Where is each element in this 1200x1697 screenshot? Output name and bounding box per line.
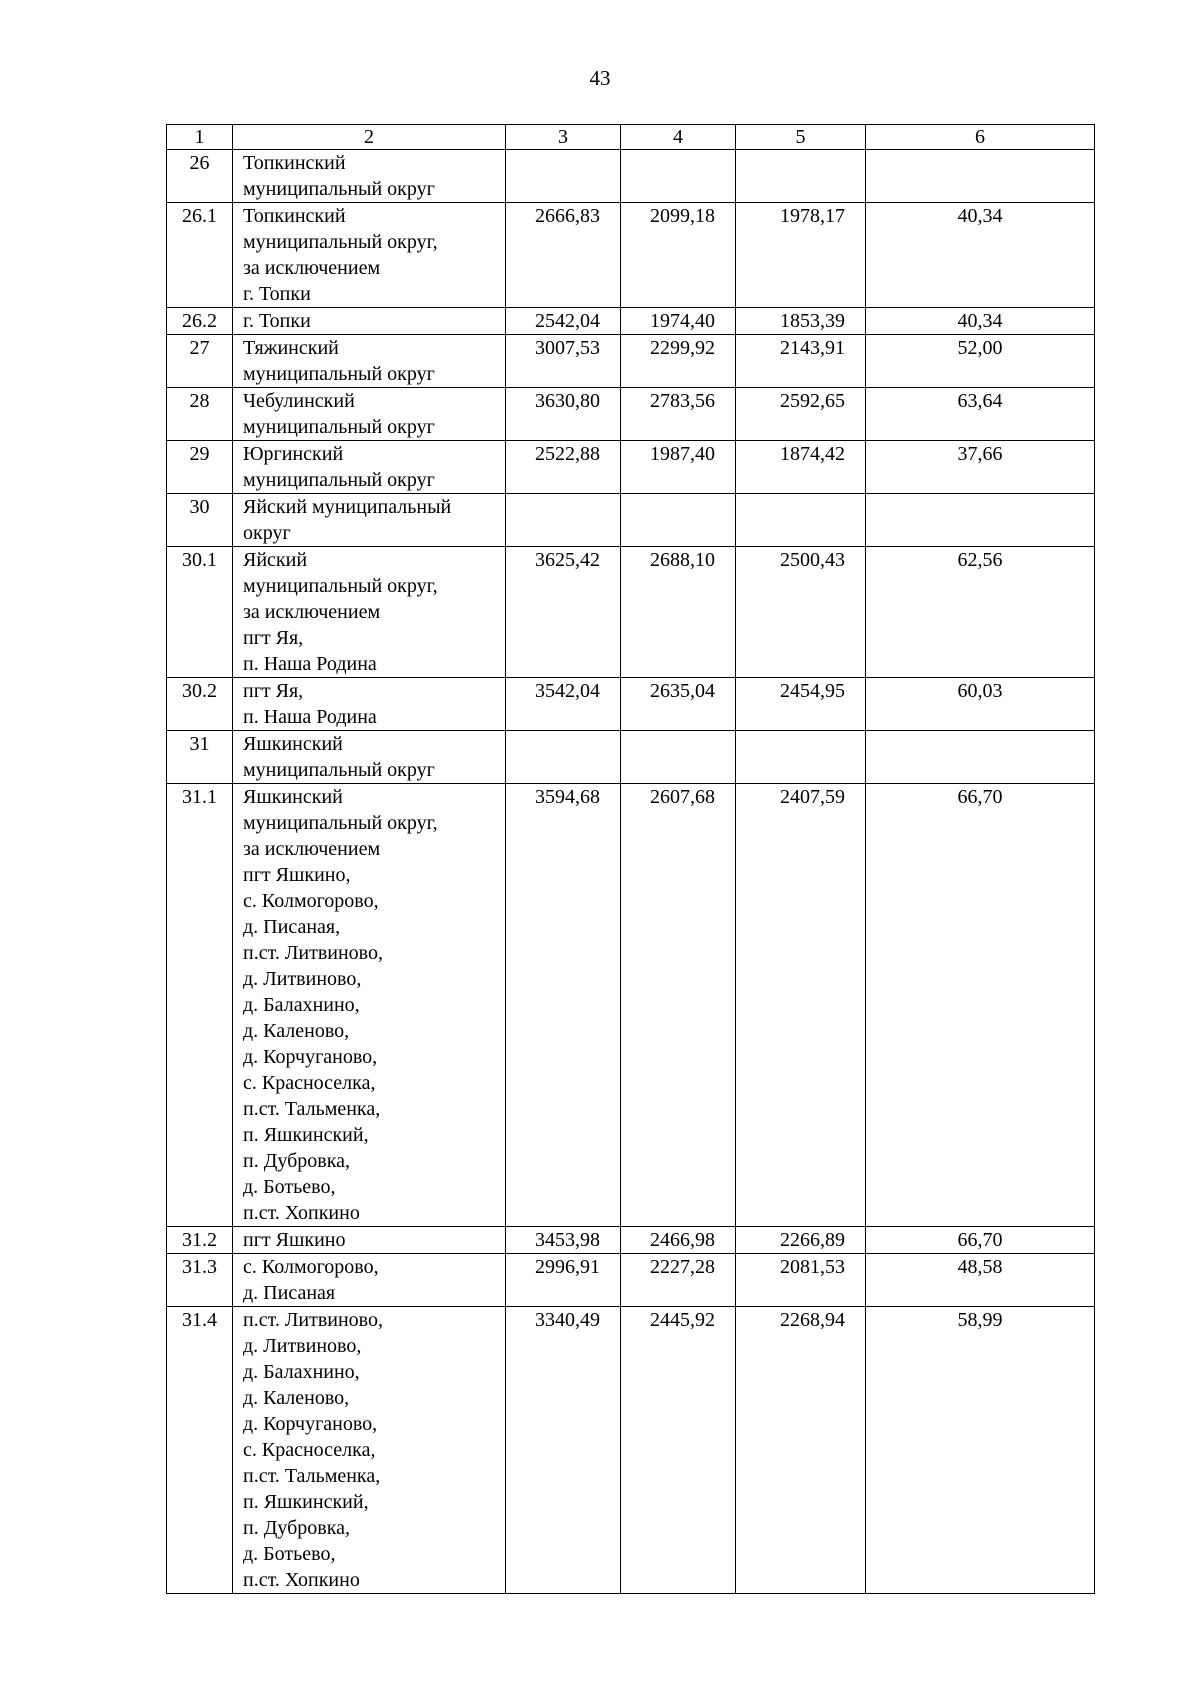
- territory-name-cell: [233, 308, 506, 335]
- value-cell-col4: 2635,04: [621, 678, 736, 731]
- row-number-cell: 30: [167, 494, 233, 547]
- territory-name-line: пгт Яя,: [243, 680, 304, 702]
- value-cell-col3: 2996,91: [506, 1254, 621, 1307]
- territory-name-line: п. Наша Родина: [243, 706, 377, 728]
- table-header-row: [167, 125, 1095, 150]
- territory-name-cell: [233, 335, 506, 388]
- value-cell-col4: 2466,98: [621, 1227, 736, 1254]
- territory-name-line: д. Корчуганово,: [243, 1413, 378, 1435]
- value-cell-col3: 3542,04: [506, 678, 621, 731]
- value-cell-col3: 3007,53: [506, 335, 621, 388]
- territory-name-line: с. Красноселка,: [243, 1072, 376, 1094]
- table-row: [167, 308, 1095, 335]
- header-cell: 3: [506, 125, 621, 150]
- row-number-cell: 28: [167, 388, 233, 441]
- territory-name-line: д. Литвиново,: [243, 1335, 362, 1357]
- table-row: [167, 150, 1095, 203]
- row-number-cell: 26.2: [167, 308, 233, 335]
- value-cell-col5: [736, 731, 866, 784]
- value-cell-col6: 62,56: [866, 547, 1095, 678]
- row-number-cell: 27: [167, 335, 233, 388]
- header-cell: 4: [621, 125, 736, 150]
- value-cell-col5: 2143,91: [736, 335, 866, 388]
- territory-name-line: с. Колмогорово,: [243, 1256, 379, 1278]
- value-cell-col6: 40,34: [866, 308, 1095, 335]
- territory-name-line: п.ст. Литвиново,: [243, 1309, 383, 1331]
- header-cell: 1: [167, 125, 233, 150]
- header-cell: 2: [233, 125, 506, 150]
- table-row: [167, 494, 1095, 547]
- row-number-cell: 31.2: [167, 1227, 233, 1254]
- value-cell-col4: 2299,92: [621, 335, 736, 388]
- territory-name-line: Топкинский: [243, 152, 346, 174]
- value-cell-col3: 3625,42: [506, 547, 621, 678]
- territory-name-cell: [233, 494, 506, 547]
- territory-name-line: д. Корчуганово,: [243, 1046, 378, 1068]
- territory-name-line: д. Ботьево,: [243, 1543, 336, 1565]
- territory-name-line: с. Колмогорово,: [243, 890, 379, 912]
- territory-name-line: Яйский: [243, 549, 308, 571]
- territory-name-line: п. Яшкинский,: [243, 1491, 369, 1513]
- territory-name-line: с. Красноселка,: [243, 1439, 376, 1461]
- territory-name-cell: [233, 1307, 506, 1594]
- territory-name-line: г. Топки: [243, 310, 311, 332]
- value-cell-col6: 66,70: [866, 1227, 1095, 1254]
- territory-name-line: п. Наша Родина: [243, 653, 377, 675]
- territory-name-line: д. Балахнино,: [243, 994, 360, 1016]
- territory-name-cell: [233, 547, 506, 678]
- value-cell-col6: 37,66: [866, 441, 1095, 494]
- table-row: [167, 731, 1095, 784]
- value-cell-col5: 1853,39: [736, 308, 866, 335]
- value-cell-col6: [866, 494, 1095, 547]
- value-cell-col3: 2542,04: [506, 308, 621, 335]
- value-cell-col3: 3340,49: [506, 1307, 621, 1594]
- territory-name-cell: [233, 1254, 506, 1307]
- territory-name-line: д. Каленово,: [243, 1387, 350, 1409]
- table-row: [167, 547, 1095, 678]
- page-number: 43: [589, 66, 611, 90]
- value-cell-col5: 2500,43: [736, 547, 866, 678]
- header-cell: 6: [866, 125, 1095, 150]
- value-cell-col3: 3594,68: [506, 784, 621, 1227]
- territory-name-line: муниципальный округ: [243, 469, 435, 491]
- row-number-cell: 31.4: [167, 1307, 233, 1594]
- territory-name-cell: [233, 150, 506, 203]
- territory-name-line: п. Яшкинский,: [243, 1124, 369, 1146]
- value-cell-col3: 3630,80: [506, 388, 621, 441]
- territory-name-line: п.ст. Хопкино: [243, 1569, 360, 1591]
- territory-name-cell: [233, 784, 506, 1227]
- territory-name-line: за исключением: [243, 257, 381, 279]
- value-cell-col3: [506, 494, 621, 547]
- territory-name-line: муниципальный округ: [243, 363, 435, 385]
- value-cell-col5: [736, 494, 866, 547]
- value-cell-col5: 2081,53: [736, 1254, 866, 1307]
- table-row: [167, 441, 1095, 494]
- value-cell-col6: [866, 731, 1095, 784]
- territory-name-line: муниципальный округ: [243, 178, 435, 200]
- row-number-cell: 30.1: [167, 547, 233, 678]
- territory-name-line: п.ст. Тальменка,: [243, 1465, 381, 1487]
- territory-name-line: муниципальный округ,: [243, 575, 438, 597]
- territory-name-cell: [233, 731, 506, 784]
- territory-name-cell: [233, 678, 506, 731]
- value-cell-col6: [866, 150, 1095, 203]
- row-number-cell: 31: [167, 731, 233, 784]
- territory-name-line: Яшкинский: [243, 733, 343, 755]
- table-row: [167, 1307, 1095, 1594]
- value-cell-col4: 2445,92: [621, 1307, 736, 1594]
- territory-name-line: п. Дубровка,: [243, 1517, 350, 1539]
- territory-name-line: Яйский муниципальный: [243, 496, 452, 518]
- value-cell-col5: 2268,94: [736, 1307, 866, 1594]
- row-number-cell: 26: [167, 150, 233, 203]
- territory-name-line: муниципальный округ: [243, 759, 435, 781]
- value-cell-col5: 2266,89: [736, 1227, 866, 1254]
- value-cell-col5: 1978,17: [736, 203, 866, 308]
- tariff-table: [166, 124, 1095, 1594]
- row-number-cell: 31.3: [167, 1254, 233, 1307]
- territory-name-line: д. Литвиново,: [243, 968, 362, 990]
- territory-name-line: д. Ботьево,: [243, 1176, 336, 1198]
- territory-name-line: муниципальный округ,: [243, 812, 438, 834]
- row-number-cell: 26.1: [167, 203, 233, 308]
- territory-name-line: Тяжинский: [243, 337, 339, 359]
- territory-name-line: д. Писаная: [243, 1282, 336, 1304]
- value-cell-col5: 2407,59: [736, 784, 866, 1227]
- territory-name-line: муниципальный округ,: [243, 231, 438, 253]
- territory-name-line: д. Каленово,: [243, 1020, 350, 1042]
- value-cell-col5: 2454,95: [736, 678, 866, 731]
- table-row: [167, 388, 1095, 441]
- header-cell: 5: [736, 125, 866, 150]
- territory-name-line: округ: [243, 522, 291, 544]
- value-cell-col3: [506, 150, 621, 203]
- value-cell-col6: 63,64: [866, 388, 1095, 441]
- value-cell-col4: 1987,40: [621, 441, 736, 494]
- value-cell-col4: [621, 731, 736, 784]
- territory-name-line: д. Писаная,: [243, 916, 341, 938]
- value-cell-col6: 52,00: [866, 335, 1095, 388]
- value-cell-col4: 2607,68: [621, 784, 736, 1227]
- table-row: [167, 1254, 1095, 1307]
- row-number-cell: 30.2: [167, 678, 233, 731]
- value-cell-col4: [621, 494, 736, 547]
- value-cell-col4: [621, 150, 736, 203]
- territory-name-line: Чебулинский: [243, 390, 355, 412]
- value-cell-col5: 1874,42: [736, 441, 866, 494]
- value-cell-col6: 66,70: [866, 784, 1095, 1227]
- territory-name-line: пгт Яшкино: [243, 1229, 346, 1251]
- table-row: [167, 678, 1095, 731]
- value-cell-col6: 60,03: [866, 678, 1095, 731]
- value-cell-col4: 2227,28: [621, 1254, 736, 1307]
- territory-name-line: Топкинский: [243, 205, 346, 227]
- value-cell-col5: 2592,65: [736, 388, 866, 441]
- row-number-cell: 29: [167, 441, 233, 494]
- table-row: [167, 203, 1095, 308]
- territory-name-line: пгт Яя,: [243, 627, 304, 649]
- territory-name-line: п.ст. Хопкино: [243, 1202, 360, 1224]
- territory-name-line: муниципальный округ: [243, 416, 435, 438]
- territory-name-line: за исключением: [243, 601, 381, 623]
- value-cell-col5: [736, 150, 866, 203]
- territory-name-line: пгт Яшкино,: [243, 864, 351, 886]
- table-row: [167, 335, 1095, 388]
- territory-name-cell: [233, 203, 506, 308]
- value-cell-col6: 48,58: [866, 1254, 1095, 1307]
- value-cell-col3: 3453,98: [506, 1227, 621, 1254]
- value-cell-col4: 2099,18: [621, 203, 736, 308]
- value-cell-col4: 1974,40: [621, 308, 736, 335]
- territory-name-cell: [233, 441, 506, 494]
- territory-name-line: Яшкинский: [243, 786, 343, 808]
- table-row: [167, 1227, 1095, 1254]
- territory-name-line: п.ст. Литвиново,: [243, 942, 383, 964]
- territory-name-line: г. Топки: [243, 283, 311, 305]
- value-cell-col6: 40,34: [866, 203, 1095, 308]
- value-cell-col6: 58,99: [866, 1307, 1095, 1594]
- territory-name-line: за исключением: [243, 838, 381, 860]
- value-cell-col3: 2522,88: [506, 441, 621, 494]
- value-cell-col4: 2783,56: [621, 388, 736, 441]
- territory-name-line: п.ст. Тальменка,: [243, 1098, 381, 1120]
- row-number-cell: 31.1: [167, 784, 233, 1227]
- value-cell-col3: 2666,83: [506, 203, 621, 308]
- territory-name-cell: [233, 1227, 506, 1254]
- territory-name-line: д. Балахнино,: [243, 1361, 360, 1383]
- table-row: [167, 784, 1095, 1227]
- value-cell-col3: [506, 731, 621, 784]
- value-cell-col4: 2688,10: [621, 547, 736, 678]
- territory-name-line: п. Дубровка,: [243, 1150, 350, 1172]
- territory-name-line: Юргинский: [243, 443, 344, 465]
- territory-name-cell: [233, 388, 506, 441]
